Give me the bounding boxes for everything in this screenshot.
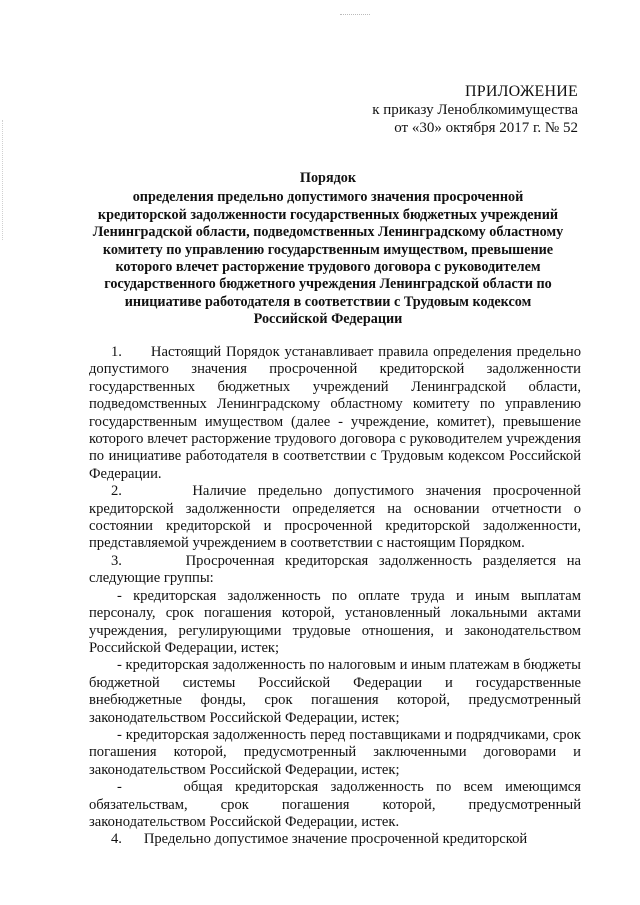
title-line: государственного бюджетного учреждения Ленинградской области по	[104, 276, 552, 293]
appendix-header	[372, 83, 578, 137]
paragraph-1: 1. Настоящий Порядок устанавливает правила определения предельно допустимого значения просроченной кредиторской задолженности государственных бюджетных учреждений Ленинградской области, подведомственных Ленинградскому областному комитету по управлению государственным имуществом (далее - учреждение, комитет), превышение которого влечет расторжение трудового договора с руководителем учреждения по инициативе работодателя в соответствии с Трудовым кодексом Российской Федерации.	[89, 344, 581, 482]
appendix-title: ПРИЛОЖЕНИЕ	[464, 83, 578, 100]
document-title	[80, 170, 576, 329]
scan-artifact	[340, 14, 370, 15]
paragraph-3: 3. Просроченная кредиторская задолженность разделяется на следующие группы:	[89, 552, 581, 587]
paragraph-2: 2. Наличие предельно допустимого значения просроченной кредиторской задолженности определяется на основании отчетности о состоянии кредиторской и просроченной кредиторской задолженности, представляемой учреждением в соответствии с настоящим Порядком.	[89, 483, 581, 552]
title-line: Ленинградской области, подведомственных Ленинградскому областному	[92, 224, 564, 241]
paragraph-4: 4. Предельно допустимое значение просроченной кредиторской	[111, 831, 528, 848]
title-line: определения предельно допустимого значения просроченной	[132, 189, 524, 206]
scan-edge	[2, 120, 4, 240]
title-line: Российской Федерации	[253, 311, 403, 328]
appendix-order-ref: к приказу Леноблкомимущества	[372, 102, 578, 118]
title-line: инициативе работодателя в соответствии с Трудовым кодексом	[124, 293, 532, 310]
document-body	[89, 344, 581, 849]
list-item: - кредиторская задолженность по налоговым и иным платежам в бюджеты бюджетной системы Российской Федерации и государственные внебюджетные фонды, срок погашения которой, предусмотренный законодательством Российской Федерации, истек;	[89, 657, 581, 726]
list-item: - общая кредиторская задолженность по всем имеющимся обязательствам, срок погашения которой, предусмотренный законодательством Российской Федерации, истек.	[89, 779, 581, 830]
appendix-order-date: от «30» октября 2017 г. № 52	[394, 120, 578, 136]
title-heading: Порядок	[299, 170, 357, 186]
list-item: - кредиторская задолженность перед поставщиками и подрядчиками, срок погашения которой, предусмотренный заключенными договорами и законодательством Российской Федерации, истек;	[89, 726, 581, 778]
title-line: комитету по управлению государственным имуществом, превышение	[102, 241, 554, 258]
title-line: кредиторской задолженности государственных бюджетных учреждений	[97, 206, 559, 223]
title-line: которого влечет расторжение трудового договора с руководителем	[115, 259, 541, 276]
list-item: - кредиторская задолженность по оплате труда и иным выплатам персоналу, срок погашения которой, установленный локальными актами учреждения, регулирующими трудовые отношения, и законодательством Российской Федерации, истек;	[89, 587, 581, 656]
